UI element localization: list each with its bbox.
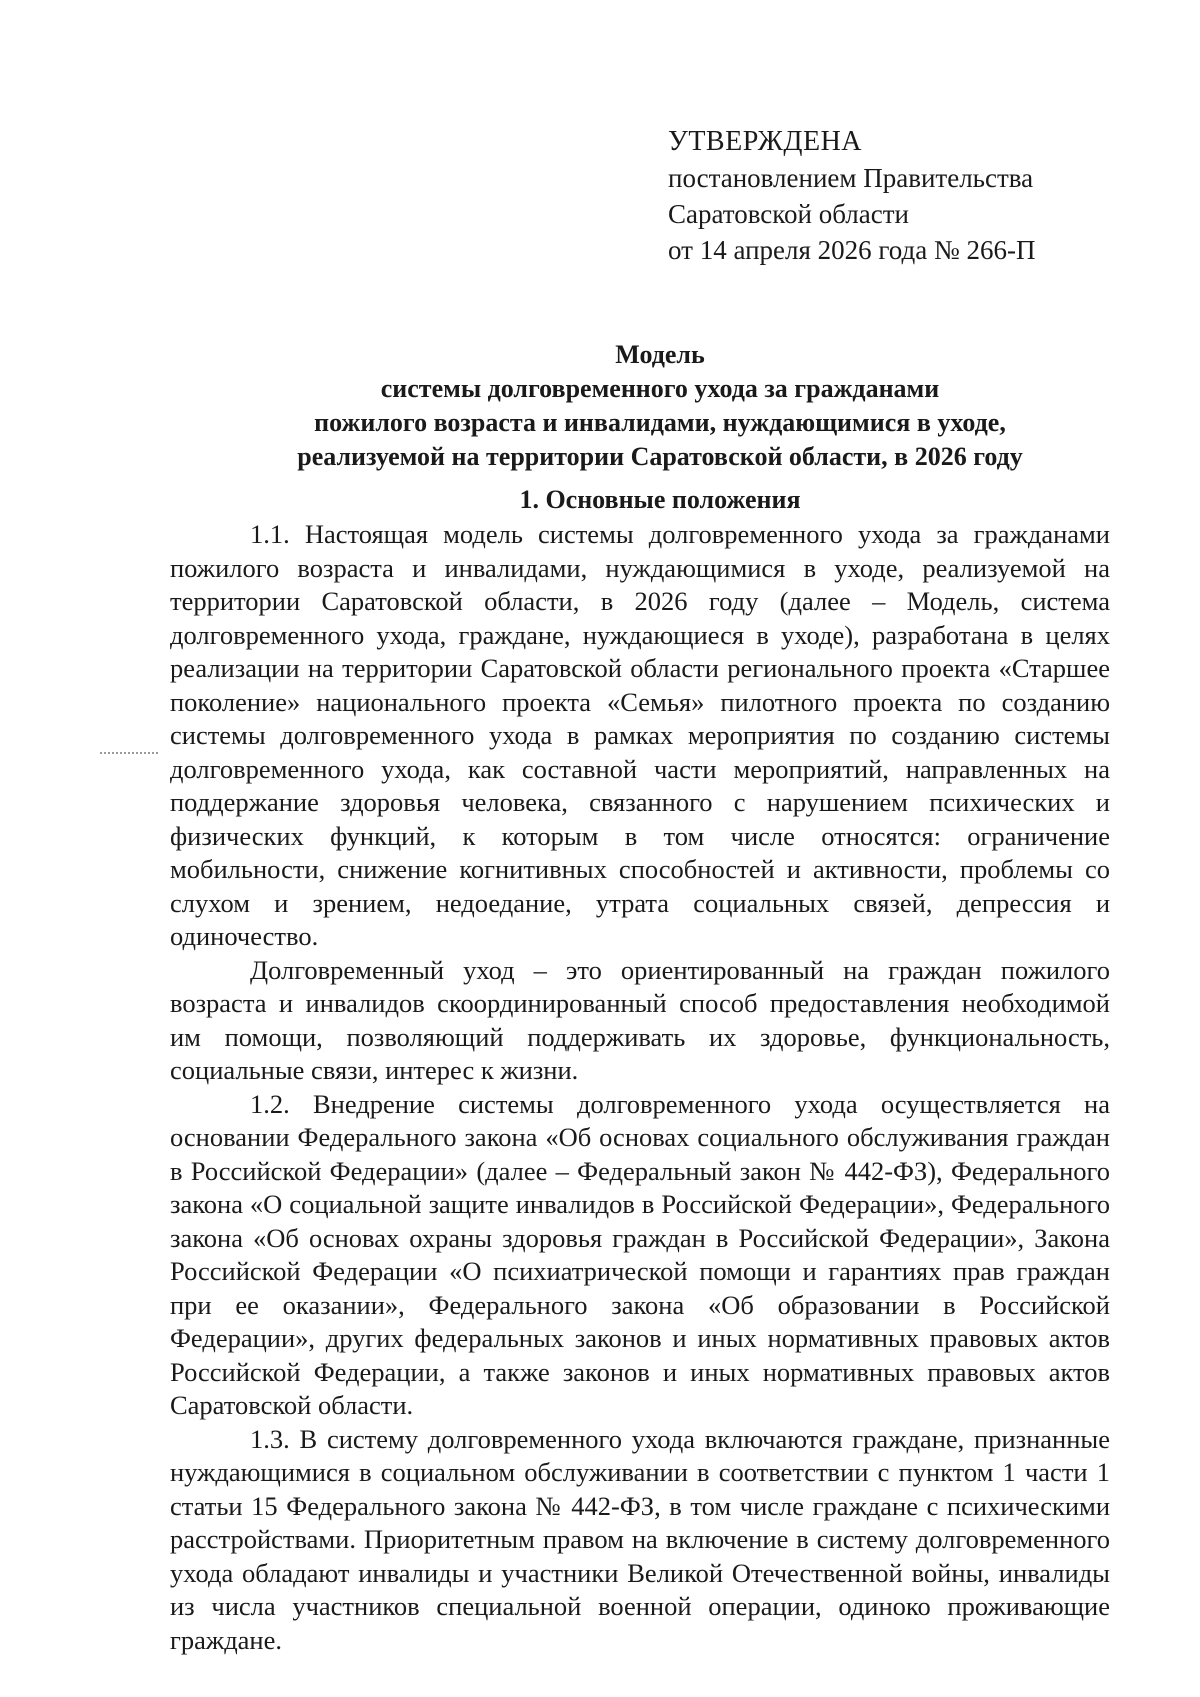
approval-line-3: от 14 апреля 2026 года № 266-П: [668, 235, 1036, 265]
paragraph-definition: Долговременный уход – это ориентированный на граждан пожилого возраста и инвалидов скоординированный способ предоставления необходимой им помощи, позволяющий поддерживать их здоровье, функциональность, социальные связи, интерес к жизни.: [170, 954, 1110, 1085]
paragraph-1-1: 1.1. Настоящая модель системы долговременного ухода за гражданами пожилого возраста и инвалидами, нуждающимися в уходе, реализуемой на территории Саратовской области, в 2026 году (далее – Модель, система долговременного ухода, граждане, нуждающиеся в уходе), разработана в целях реализации на территории Саратовской области регионального проекта «Старшее поколение» национального проекта «Семья» пилотного проекта по созданию системы долговременного ухода в рамках мероприятия по созданию системы долговременного ухода, как составной части мероприятий, направленных на поддержание здоровья человека, связанного с нарушением психических и физических функций, к которым в том числе относятся: ограничение мобильности, снижение когнитивных способностей и активности, проблемы со слухом и зрением, недоедание, утрата социальных связей, депрессия и одиночество.: [170, 519, 1110, 951]
title-line-2: системы долговременного ухода за гражданами: [380, 374, 940, 403]
approval-title: УТВЕРЖДЕНА: [668, 126, 863, 157]
title-line-4: реализуемой на территории Саратовской области, в 2026 году: [297, 442, 1023, 471]
paragraph-1-3: 1.3. В систему долговременного ухода включаются граждане, признанные нуждающимися в социальном обслуживании в соответствии с пунктом 1 части 1 статьи 15 Федерального закона № 442-ФЗ, в том числе граждане с психическими расстройствами. Приоритетным правом на включение в систему долговременного ухода обладают инвалиды и участники Великой Отечественной войны, инвалиды из числа участников специальной военной операции, одиноко проживающие граждане.: [170, 1423, 1110, 1655]
paragraph-1-2: 1.2. Внедрение системы долговременного ухода осуществляется на основании Федерального закона «Об основах социального обслуживания граждан в Российской Федерации» (далее – Федеральный закон № 442-ФЗ), Федерального закона «О социальной защите инвалидов в Российской Федерации», Федерального закона «Об основах охраны здоровья граждан в Российской Федерации», Закона Российской Федерации «О психиатрической помощи и гарантиях прав граждан при ее оказании», Федерального закона «Об образовании в Российской Федерации», других федеральных законов и иных нормативных правовых актов Российской Федерации, а также законов и иных нормативных правовых актов Саратовской области.: [170, 1088, 1110, 1420]
section-heading: 1. Основные положения: [519, 485, 801, 514]
margin-mark: [100, 752, 158, 756]
document-title: [160, 338, 1160, 474]
section-body: [170, 518, 1110, 1657]
title-line-3: пожилого возраста и инвалидами, нуждающимися в уходе,: [314, 408, 1006, 437]
approval-line-1: постановлением Правительства: [668, 163, 1034, 193]
approval-block: [668, 124, 1036, 268]
title-line-1: Модель: [615, 340, 705, 369]
approval-line-2: Саратовской области: [668, 199, 909, 229]
